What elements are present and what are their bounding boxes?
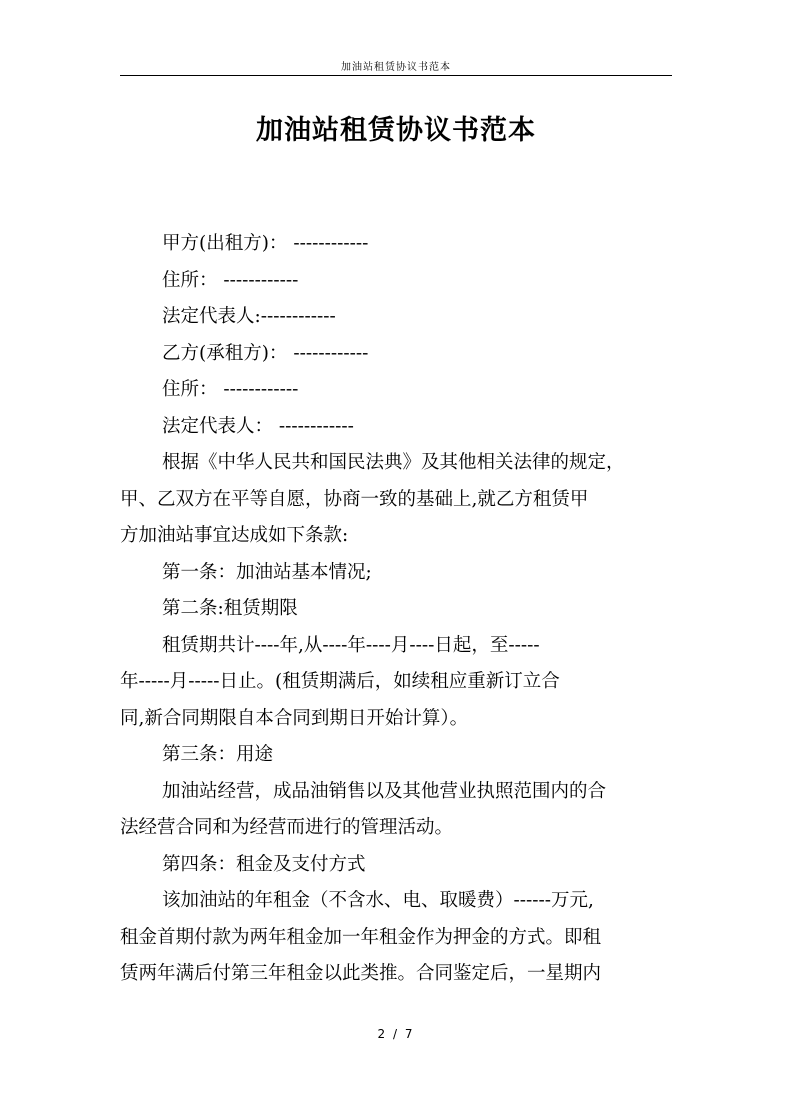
party-b-address-line: 住所： ------------	[162, 379, 299, 400]
article-4-heading: 第四条：租金及支付方式	[162, 853, 366, 875]
article-3-heading: 第三条：用途	[162, 744, 274, 765]
article-2-text-line: 年-----月-----日止。(租赁期满后，如续租应重新订立合	[120, 671, 560, 692]
article-2-heading: 第二条:租赁期限	[162, 598, 298, 619]
party-a-line: 甲方(出租方)： ------------	[162, 233, 369, 254]
article-4-text-line: 赁两年满后付第三年租金以此类推。合同鉴定后，一星期内	[120, 963, 602, 984]
article-4-text-line: 租金首期付款为两年租金加一年租金作为押金的方式。即租	[120, 926, 602, 948]
preamble-line: 根据《中华人民共和国民法典》及其他相关法律的规定，	[162, 452, 625, 473]
document-title: 加油站租赁协议书范本	[256, 115, 536, 146]
page-number: 2 / 7	[377, 1027, 415, 1041]
article-2-text-line: 租赁期共计----年,从----年----月----日起，至-----	[162, 634, 540, 656]
preamble-line: 甲、乙双方在平等自愿，协商一致的基础上,就乙方租赁甲	[120, 488, 589, 510]
header-divider	[120, 75, 672, 76]
article-2-text-line: 同,新合同期限自本合同到期日开始计算）。	[120, 707, 469, 729]
article-3-text-line: 加油站经营，成品油销售以及其他营业执照范围内的合	[162, 780, 607, 802]
running-header: 加油站租赁协议书范本	[341, 62, 451, 73]
article-1-heading: 第一条：加油站基本情况;	[162, 561, 372, 583]
document-body	[120, 226, 676, 993]
party-b-representative-line: 法定代表人： ------------	[162, 415, 354, 437]
article-4-text-line: 该加油站的年租金（不含水、电、取暖费）------万元,	[162, 890, 594, 911]
preamble-line: 方加油站事宜达成如下条款:	[120, 525, 349, 546]
party-b-line: 乙方(承租方)： ------------	[162, 342, 369, 364]
article-3-text-line: 法经营合同和为经营而进行的管理活动。	[120, 817, 454, 838]
party-a-address-line: 住所： ------------	[162, 269, 299, 291]
party-a-representative-line: 法定代表人:------------	[162, 306, 336, 327]
